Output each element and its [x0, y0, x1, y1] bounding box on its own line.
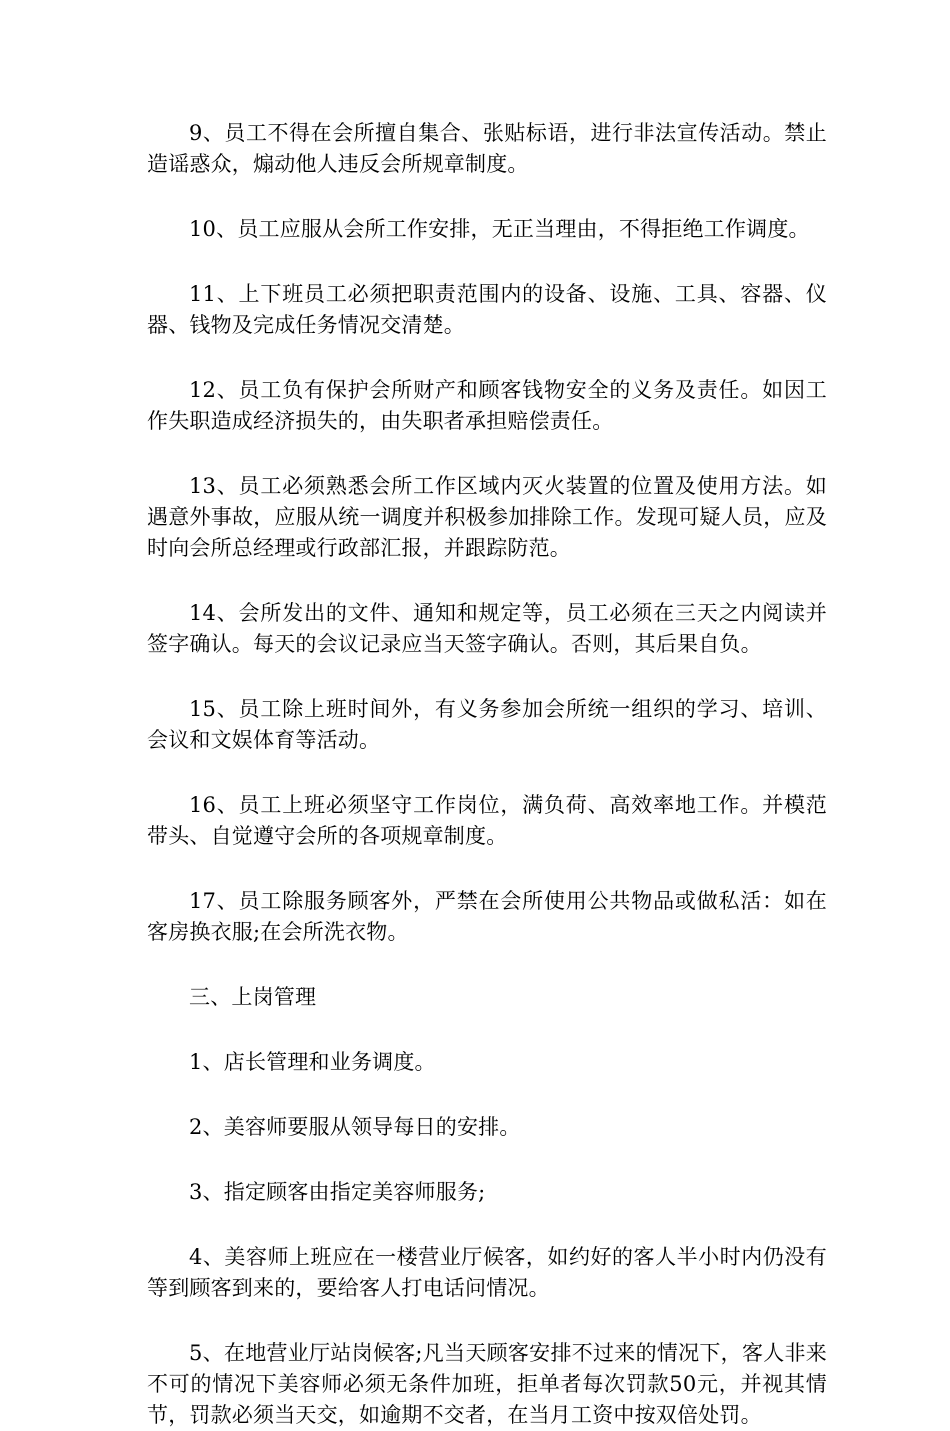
- rule-9-paragraph: 9、员工不得在会所擅自集合、张贴标语，进行非法宣传活动。禁止造谣惑众，煽动他人违反会所规章制度。: [147, 121, 827, 176]
- item-5-paragraph: 5、在地营业厅站岗候客;凡当天顾客安排不过来的情况下，客人非来不可的情况下美容师必须无条件加班，拒单者每次罚款50元，并视其情节，罚款必须当天交，如逾期不交者，在当月工资中按双倍处罚。: [147, 1341, 827, 1427]
- rule-11-paragraph: 11、上下班员工必须把职责范围内的设备、设施、工具、容器、仪器、钱物及完成任务情况交清楚。: [147, 282, 827, 337]
- item-4-paragraph: 4、美容师上班应在一楼营业厅候客，如约好的客人半小时内仍没有等到顾客到来的，要给客人打电话问情况。: [147, 1245, 827, 1300]
- rule-13-paragraph: 13、员工必须熟悉会所工作区域内灭火装置的位置及使用方法。如遇意外事故，应服从统一调度并积极参加排除工作。发现可疑人员，应及时向会所总经理或行政部汇报，并跟踪防范。: [147, 474, 827, 560]
- rule-16-paragraph: 16、员工上班必须坚守工作岗位，满负荷、高效率地工作。并模范带头、自觉遵守会所的各项规章制度。: [147, 793, 827, 848]
- rule-15-paragraph: 15、员工除上班时间外，有义务参加会所统一组织的学习、培训、会议和文娱体育等活动。: [147, 697, 827, 752]
- item-2-paragraph: 2、美容师要服从领导每日的安排。: [189, 1115, 521, 1139]
- rule-10-paragraph: 10、员工应服从会所工作安排，无正当理由，不得拒绝工作调度。: [189, 217, 810, 241]
- section-heading: 三、上岗管理: [189, 985, 317, 1009]
- rule-14-paragraph: 14、会所发出的文件、通知和规定等，员工必须在三天之内阅读并签字确认。每天的会议记录应当天签字确认。否则，其后果自负。: [147, 601, 827, 656]
- rule-12-paragraph: 12、员工负有保护会所财产和顾客钱物安全的义务及责任。如因工作失职造成经济损失的，由失职者承担赔偿责任。: [147, 378, 827, 433]
- item-3-paragraph: 3、指定顾客由指定美容师服务;: [189, 1180, 486, 1204]
- document-body: [147, 118, 827, 1431]
- item-1-paragraph: 1、店长管理和业务调度。: [189, 1050, 436, 1074]
- rule-17-paragraph: 17、员工除服务顾客外，严禁在会所使用公共物品或做私活：如在客房换衣服;在会所洗衣物。: [147, 889, 827, 944]
